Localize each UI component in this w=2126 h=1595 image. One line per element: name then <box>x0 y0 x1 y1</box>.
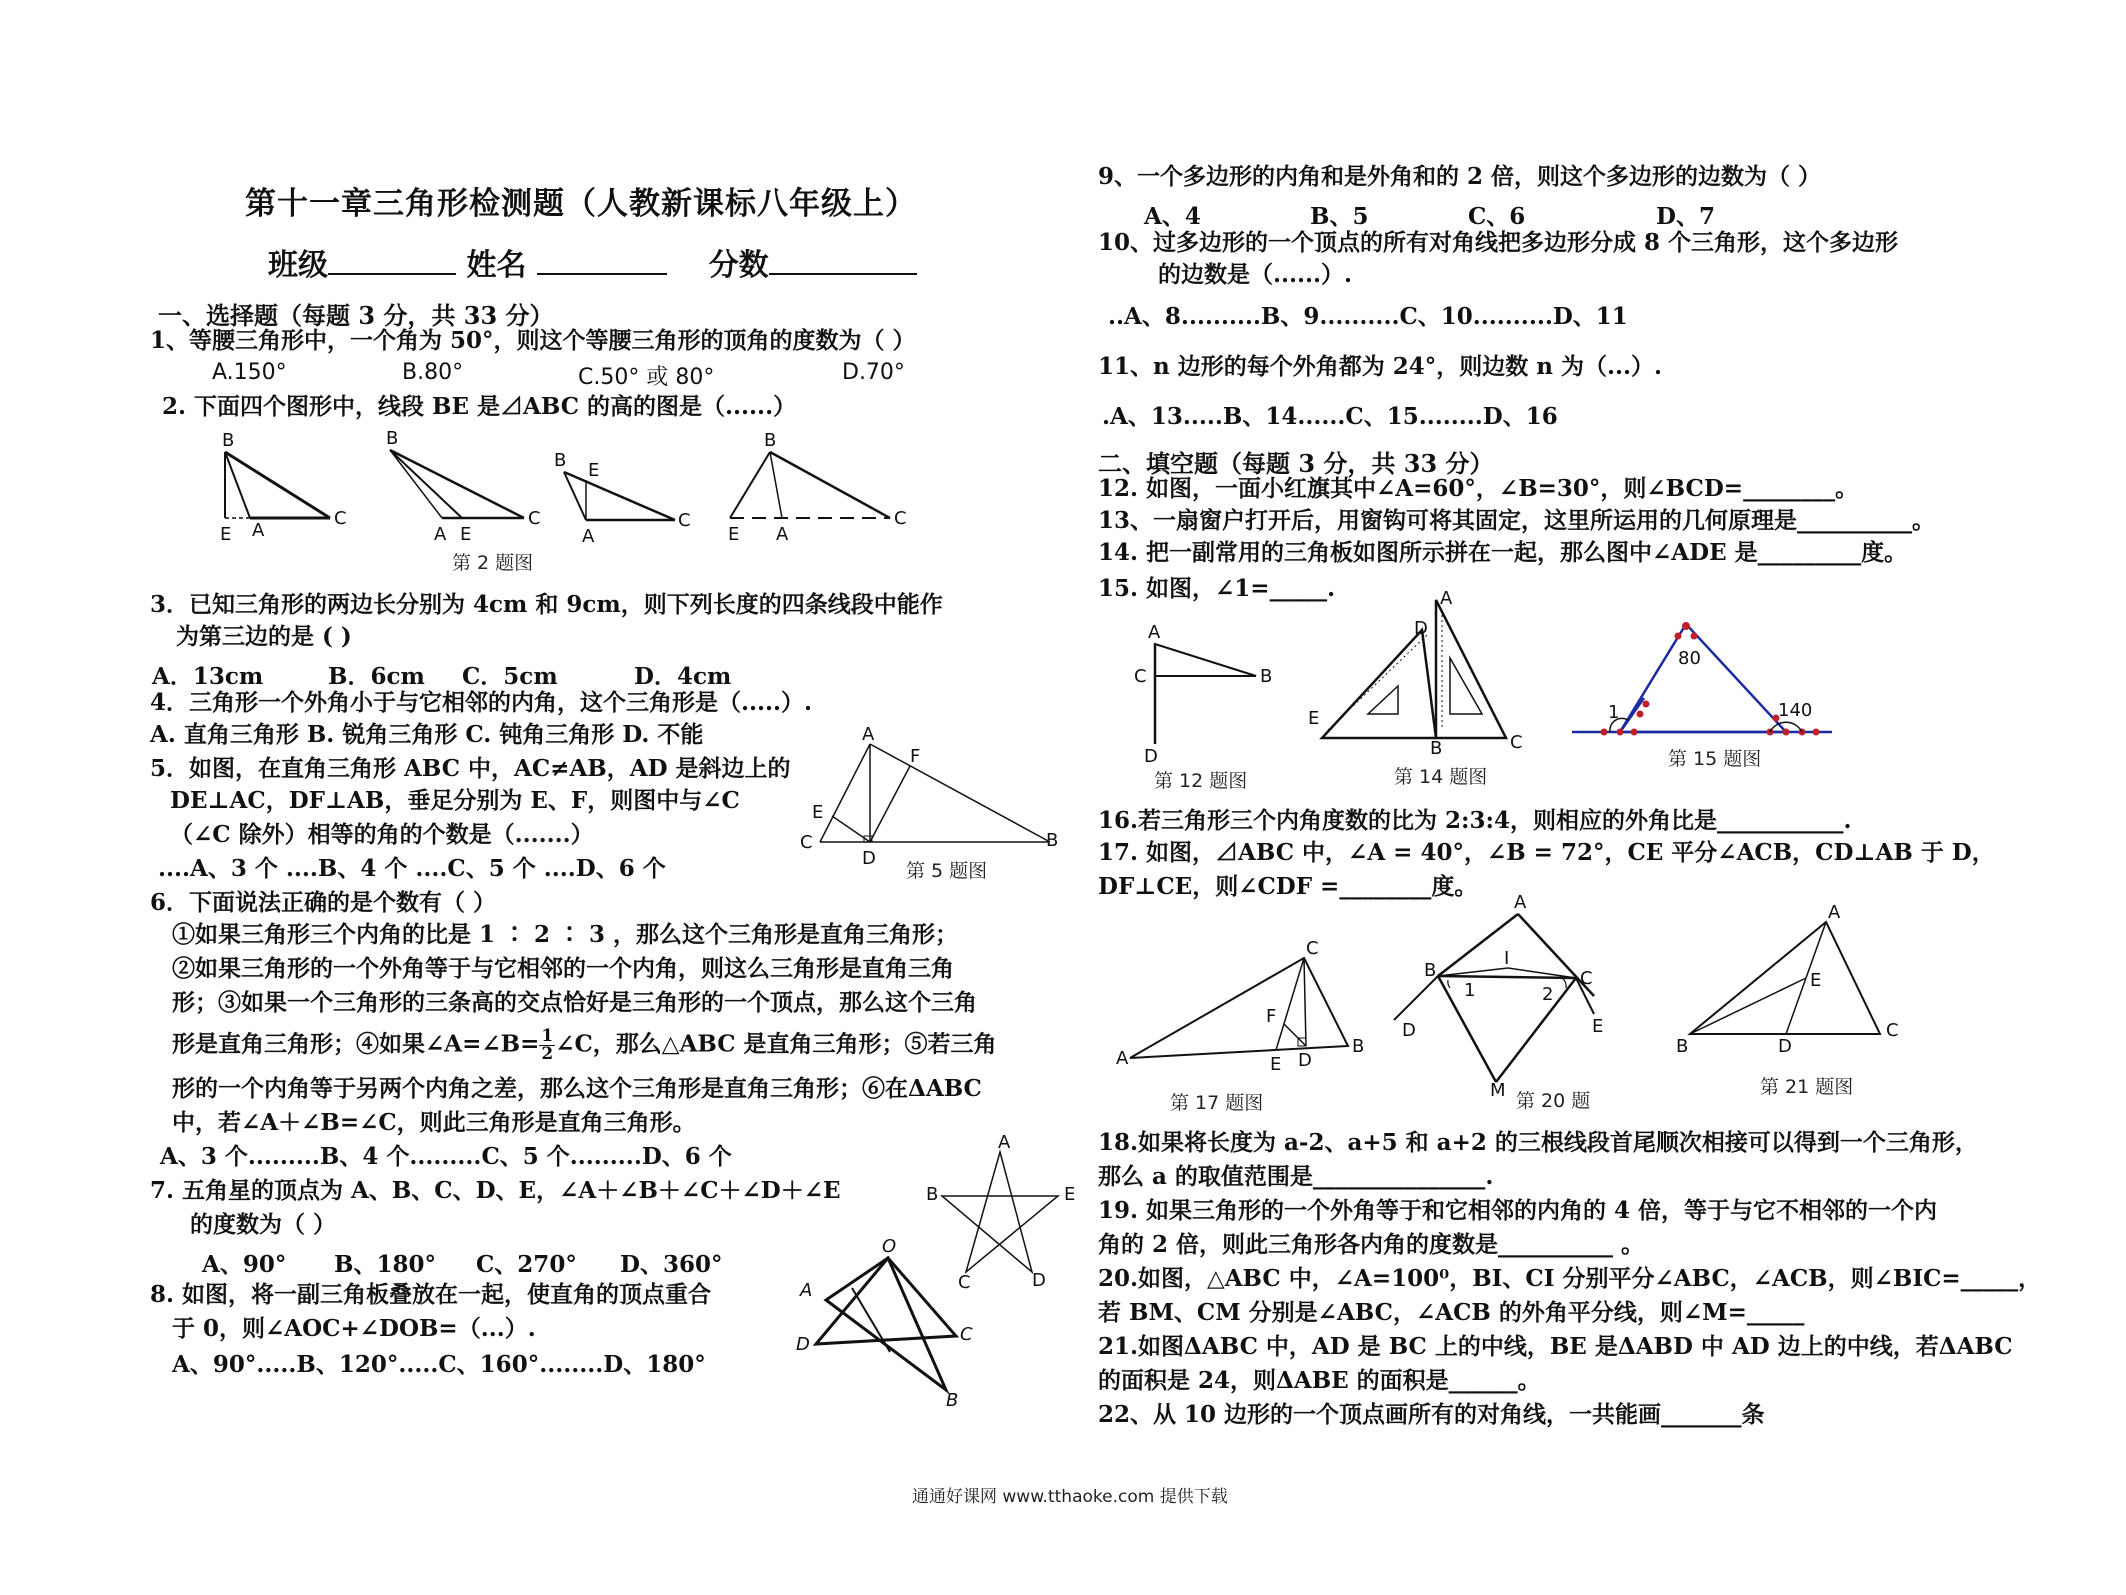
q6-line-4 <box>172 1028 997 1063</box>
q9-text: 9、一个多边形的内角和是外角和的 2 倍，则这个多边形的边数为（ ） <box>1098 163 1822 190</box>
footer-source: 通通好课网 www.tthaoke.com 提供下载 <box>912 1487 1228 1507</box>
q13-text: 13、一扇窗户打开后，用窗钩可将其固定，这里所运用的几何原理是__________。 <box>1098 507 1936 534</box>
svg-text:E: E <box>1592 1016 1604 1037</box>
score-label: 分数 <box>708 248 769 283</box>
svg-text:C: C <box>678 510 691 531</box>
svg-text:C: C <box>958 1272 971 1293</box>
q6-text: 6．下面说法正确的是个数有（ ） <box>150 889 497 916</box>
q6-line-6: 中，若∠A＋∠B=∠C，则此三角形是直角三角形。 <box>172 1109 696 1136</box>
q2-figure-3 <box>554 450 691 547</box>
q4-options: A. 直角三角形 B. 锐角三角形 C. 钝角三角形 D. 不能 <box>150 721 704 748</box>
svg-text:F: F <box>910 746 921 767</box>
q1-option-c: C.50° 或 80° <box>578 365 715 390</box>
svg-text:B: B <box>554 450 567 471</box>
q2-caption: 第 2 题图 <box>452 552 534 574</box>
svg-text:2: 2 <box>1542 984 1554 1005</box>
svg-text:A: A <box>434 524 447 545</box>
q19-text-1: 19. 如果三角形的一个外角等于和它相邻的内角的 4 倍，等于与它不相邻的一个内 <box>1098 1197 1938 1224</box>
q7-text-2: 的度数为（ ） <box>190 1211 337 1238</box>
q19-text-2: 角的 2 倍，则此三角形各内角的度数是__________ 。 <box>1098 1231 1645 1258</box>
svg-text:E: E <box>1810 970 1822 991</box>
q12-text: 12. 如图，一面小红旗其中∠A=60°，∠B=30°，则∠BCD=________。 <box>1098 475 1859 502</box>
q5-text-3: （∠C 除外）相等的角的个数是（.......） <box>170 821 594 848</box>
q2-figures <box>210 428 910 552</box>
svg-text:C: C <box>528 508 541 529</box>
svg-text:B: B <box>764 430 777 451</box>
q20-text-2: 若 BM、CM 分别是∠ABC，∠ACB 的外角平分线，则∠M=_____ <box>1098 1299 1805 1326</box>
q7-option-d: D、360° <box>620 1251 723 1278</box>
q22-text: 22、从 10 边形的一个顶点画所有的对角线，一共能画_______条 <box>1098 1401 1765 1428</box>
q2-figure-2 <box>386 428 541 545</box>
q1-option-d: D.70° <box>842 360 905 385</box>
svg-text:E: E <box>1308 708 1320 729</box>
q14-figure <box>1308 590 1538 760</box>
svg-text:F: F <box>1266 1006 1277 1027</box>
q8-figure <box>796 1236 996 1411</box>
svg-text:B: B <box>1352 1036 1365 1057</box>
angle-80-label: 80 <box>1678 648 1701 669</box>
q15-figure <box>1570 612 1840 742</box>
q3-option-d: D．4cm <box>634 663 732 690</box>
section-choice: 一、选择题（每题 3 分，共 33 分） <box>158 301 554 330</box>
q8-options: A、90°.....B、120°.....C、160°........D、180° <box>172 1351 706 1378</box>
svg-text:E: E <box>220 524 232 545</box>
name-blank[interactable] <box>537 249 667 275</box>
q10-text-1: 10、过多边形的一个顶点的所有对角线把多边形分成 8 个三角形，这个多边形 <box>1098 229 1899 256</box>
svg-text:E: E <box>1064 1184 1076 1205</box>
one-half-fraction <box>539 1028 555 1063</box>
q7-option-c: C、270° <box>476 1251 577 1278</box>
svg-text:A: A <box>1440 588 1453 609</box>
svg-text:D: D <box>1298 1050 1312 1071</box>
q12-figure <box>1130 616 1290 766</box>
svg-text:A: A <box>776 524 789 545</box>
q15-text: 15. 如图，∠1=_____. <box>1098 575 1336 602</box>
svg-text:M: M <box>1490 1080 1506 1101</box>
class-label: 班级 <box>268 248 328 283</box>
angle-1-label: 1 <box>1608 702 1620 723</box>
q6-options: A、3 个.........B、4 个.........C、5 个.........D、6 个 <box>160 1143 732 1170</box>
svg-text:O: O <box>882 1236 897 1257</box>
q1-option-a: A.150° <box>212 360 287 385</box>
svg-text:A: A <box>582 526 595 547</box>
angle-140-label: 140 <box>1778 700 1813 721</box>
q17-text-1: 17. 如图，⊿ABC 中，∠A = 40°，∠B = 72°，CE 平分∠ACB，CD⊥AB 于 D， <box>1098 839 1995 866</box>
svg-text:D: D <box>1778 1036 1792 1057</box>
svg-text:C: C <box>800 832 813 853</box>
q8-text-1: 8. 如图，将一副三角板叠放在一起，使直角的顶点重合 <box>150 1281 712 1308</box>
svg-text:B: B <box>386 428 399 449</box>
q21-caption: 第 21 题图 <box>1760 1076 1854 1098</box>
section-fill: 二、填空题（每题 3 分，共 33 分） <box>1098 449 1494 478</box>
q5-options: ....A、3 个 ....B、4 个 ....C、5 个 ....D、6 个 <box>158 855 666 882</box>
svg-text:A: A <box>1828 902 1841 923</box>
svg-text:B: B <box>1430 738 1443 759</box>
q9-option-b: B、5 <box>1310 203 1369 230</box>
svg-text:E: E <box>1270 1054 1282 1075</box>
svg-text:D: D <box>1144 746 1158 767</box>
q3-text-1: 3．已知三角形的两边长分别为 4cm 和 9cm，则下列长度的四条线段中能作 <box>150 591 943 618</box>
q2-text: 2. 下面四个图形中，线段 BE 是⊿ABC 的高的图是（......） <box>162 393 797 420</box>
q2-figure-1 <box>220 430 347 545</box>
svg-text:C: C <box>894 508 907 529</box>
q11-text: 11、n 边形的每个外角都为 24°，则边数 n 为（...）. <box>1098 353 1663 380</box>
svg-text:E: E <box>728 524 740 545</box>
svg-text:I: I <box>1504 948 1510 969</box>
q4-text: 4．三角形一个外角小于与它相邻的内角，这个三角形是（.....）. <box>150 689 813 716</box>
svg-text:C: C <box>1580 968 1593 989</box>
svg-text:E: E <box>460 524 472 545</box>
q7-text-1: 7. 五角星的顶点为 A、B、C、D、E，∠A＋∠B＋∠C＋∠D＋∠E <box>150 1177 841 1204</box>
score-blank[interactable] <box>769 249 917 275</box>
svg-text:C: C <box>960 1324 973 1345</box>
q14-text: 14. 把一副常用的三角板如图所示拼在一起，那么图中∠ADE 是_________度。 <box>1098 539 1908 566</box>
svg-text:B: B <box>1046 830 1059 851</box>
q6-line-4-end: ∠C，那么△ABC 是直角三角形；⑤若三角 <box>555 1030 997 1058</box>
q5-figure <box>800 724 1070 869</box>
svg-text:B: B <box>1424 960 1437 981</box>
q17-figure <box>1116 938 1366 1075</box>
svg-text:C: C <box>1134 666 1147 687</box>
svg-text:D: D <box>1414 618 1428 639</box>
fraction-denominator: 2 <box>541 1044 554 1064</box>
q6-line-3: 形；③如果一个三角形的三条高的交点恰好是三角形的一个顶点，那么这个三角 <box>172 989 977 1016</box>
q5-text-2: DE⊥AC，DF⊥AB，垂足分别为 E、F，则图中与∠C <box>170 787 740 814</box>
q7-option-a: A、90° <box>202 1251 287 1278</box>
svg-text:C: C <box>1886 1020 1899 1041</box>
q12-caption: 第 12 题图 <box>1154 770 1248 792</box>
q21-text-1: 21.如图ΔABC 中，AD 是 BC 上的中线，BE 是ΔABD 中 AD 边上的中线，若ΔABC <box>1098 1333 2013 1360</box>
q6-line-4-start: 形是直角三角形；④如果∠A=∠B= <box>172 1030 540 1058</box>
q21-figure <box>1668 902 1918 1066</box>
q21-text-2: 的面积是 24，则ΔABE 的面积是______。 <box>1098 1367 1541 1394</box>
svg-text:D: D <box>1032 1270 1046 1291</box>
svg-text:A: A <box>862 724 875 745</box>
q1-text: 1、等腰三角形中，一个角为 50°，则这个等腰三角形的顶角的度数为（ ） <box>150 327 916 354</box>
svg-text:A: A <box>1148 622 1161 643</box>
q10-text-2: 的边数是（......）. <box>1158 261 1353 288</box>
q8-text-2: 于 0，则∠AOC+∠DOB=（...）. <box>172 1315 536 1342</box>
svg-text:A: A <box>1514 892 1527 913</box>
q17-caption: 第 17 题图 <box>1170 1092 1264 1114</box>
q9-option-d: D、7 <box>1656 203 1715 230</box>
q9-option-c: C、6 <box>1468 203 1526 230</box>
svg-text:D: D <box>862 848 876 869</box>
q17-text-2: DF⊥CE，则∠CDF =________度。 <box>1098 873 1478 900</box>
q1-option-b: B.80° <box>402 360 464 385</box>
svg-text:B: B <box>222 430 235 451</box>
q7-option-b: B、180° <box>334 1251 436 1278</box>
svg-text:A: A <box>1116 1048 1129 1069</box>
q15-caption: 第 15 题图 <box>1668 748 1762 770</box>
svg-text:B: B <box>946 1390 959 1411</box>
q6-line-5: 形的一个内角等于另两个内角之差，那么这个三角形是直角三角形；⑥在ΔABC <box>172 1075 982 1102</box>
student-info-row <box>268 240 917 284</box>
q3-option-c: C．5cm <box>462 663 558 690</box>
q14-caption: 第 14 题图 <box>1394 766 1488 788</box>
svg-text:B: B <box>1676 1036 1689 1057</box>
q3-text-2: 为第三边的是 ( ) <box>176 623 352 650</box>
q6-line-1: ①如果三角形三个内角的比是 1 ∶ 2 ∶ 3 ，那么这个三角形是直角三角形； <box>172 921 959 948</box>
q5-caption: 第 5 题图 <box>906 860 988 882</box>
q20-caption: 第 20 题 <box>1516 1090 1591 1112</box>
svg-text:E: E <box>588 460 600 481</box>
svg-text:D: D <box>796 1334 810 1355</box>
q18-text-2: 那么 a 的取值范围是_______________. <box>1098 1163 1494 1190</box>
svg-text:C: C <box>1306 938 1319 959</box>
q9-option-a: A、4 <box>1144 203 1201 230</box>
svg-text:A: A <box>800 1280 813 1301</box>
q5-text-1: 5．如图，在直角三角形 ABC 中，AC≠AB，AD 是斜边上的 <box>150 755 791 782</box>
q6-line-2: ②如果三角形的一个外角等于与它相邻的一个内角，则这么三角形是直角三角 <box>172 955 954 982</box>
q3-option-a: A．13cm <box>152 663 264 690</box>
q10-options: ..A、8..........B、9..........C、10..........D、11 <box>1108 303 1628 330</box>
svg-text:B: B <box>926 1184 939 1205</box>
class-blank[interactable] <box>328 249 456 275</box>
q16-text: 16.若三角形三个内角度数的比为 2:3:4，则相应的外角比是___________. <box>1098 807 1852 834</box>
q11-options: .A、13.....B、14......C、15........D、16 <box>1102 403 1558 430</box>
q20-text-1: 20.如图，△ABC 中，∠A=100⁰，BI、CI 分别平分∠ABC，∠ACB，则∠BIC=_____， <box>1098 1265 2042 1292</box>
name-label: 姓名 <box>466 248 527 283</box>
fraction-numerator: 1 <box>541 1026 554 1046</box>
svg-text:A: A <box>998 1132 1011 1153</box>
svg-text:C: C <box>334 508 347 529</box>
svg-text:C: C <box>1510 732 1523 753</box>
svg-text:A: A <box>252 520 265 541</box>
q3-option-b: B．6cm <box>328 663 425 690</box>
page-title: 第十一章三角形检测题（人教新课标八年级上） <box>245 186 917 222</box>
svg-text:E: E <box>812 802 824 823</box>
q2-figure-4 <box>728 430 907 545</box>
q18-text-1: 18.如果将长度为 a-2、a+5 和 a+2 的三根线段首尾顺次相接可以得到一个三角形， <box>1098 1129 1978 1156</box>
svg-text:D: D <box>1402 1020 1416 1041</box>
svg-text:B: B <box>1260 666 1273 687</box>
svg-text:1: 1 <box>1464 980 1476 1001</box>
